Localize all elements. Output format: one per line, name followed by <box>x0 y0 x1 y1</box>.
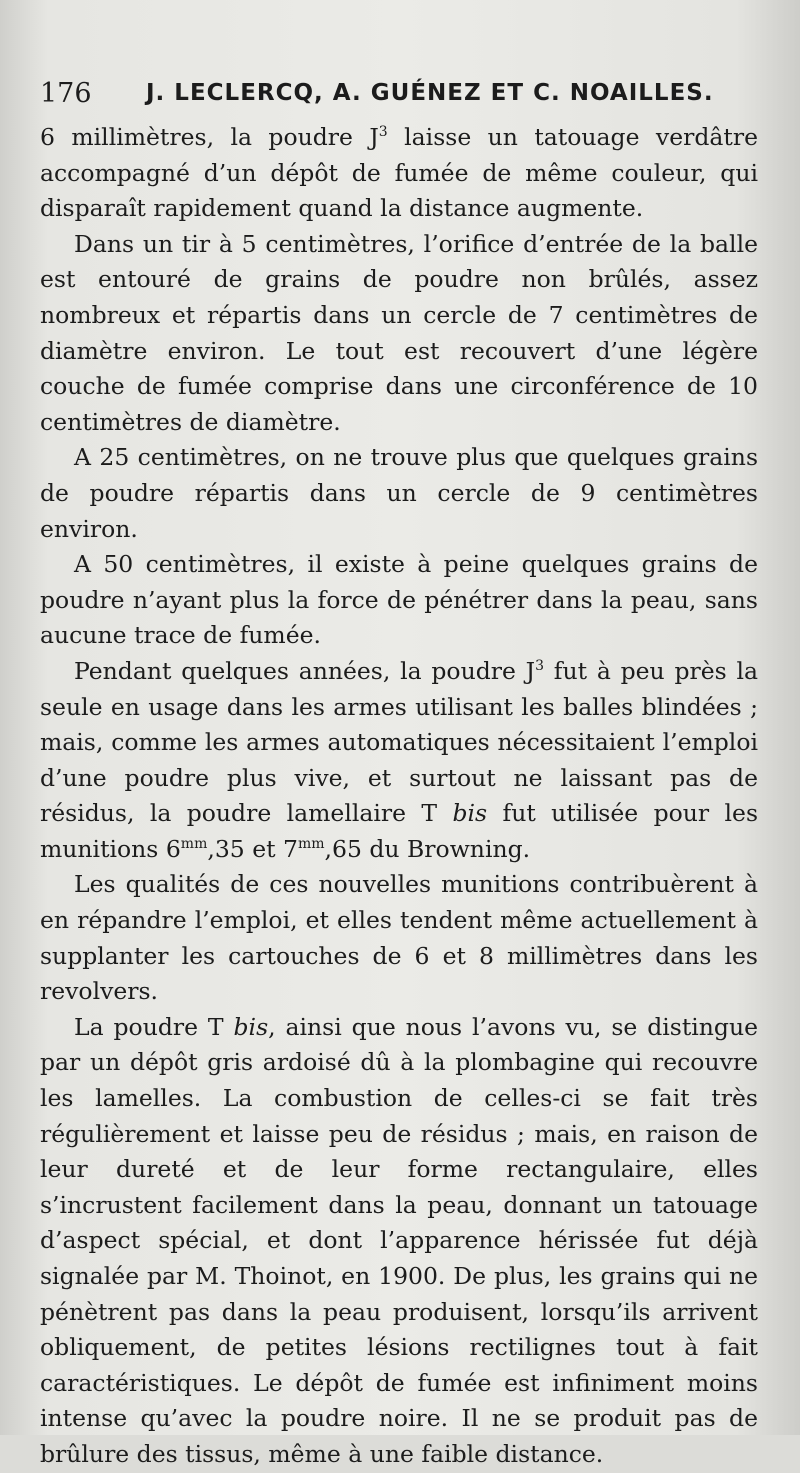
page-header <box>40 76 740 116</box>
paragraph-6: Les qualités de ces nouvelles munitions contribuèrent à en répandre l’emploi, et elles tendent même actuellement à supplanter les cartouches de 6 et 8 millimètres dans les revolvers. <box>40 870 758 1006</box>
paragraph-3: A 25 centimètres, on ne trouve plus que quelques grains de poudre répartis dans un cercle de 9 centimètres environ. <box>40 443 758 543</box>
page-number: 176 <box>40 78 92 109</box>
body-text <box>40 120 758 1473</box>
paragraph-5: Pendant quelques années, la poudre $J^3$ fut à peu près la seule en usage dans les armes utilisant les balles blindées ; mais, comme les armes automatiques nécessitaient l’emploi d’une poudre plus vive, et surtout ne laissant pas de résidus, la poudre lamellaire T bis fut utilisée pour les munitions $6^{mm},35$ et $7^{mm},65$ du Browning. <box>40 656 758 863</box>
paragraph-7: La poudre T bis, ainsi que nous l’avons vu, se distingue par un dépôt gris ardoisé dû à la plombagine qui recouvre les lamelles. La combustion de celles-ci se fait très régulièrement et laisse peu de résidus ; mais, en raison de leur dureté et de leur forme rectangulaire, elles s’incrustent facilement dans la peau, donnant un tatouage d’aspect spécial, et dont l’apparence hérissée fut déjà signalée par M. Thoinot, en 1900. De plus, les grains qui ne pénètrent pas dans la peau produisent, lorsqu’ils arrivent obliquement, de petites lésions rectilignes tout à fait caractéristiques. Le dépôt de fumée est infiniment moins intense qu’avec la poudre noire. Il ne se produit pas de brûlure des tissus, même à une faible distance. <box>40 1012 758 1468</box>
running-head: J. LECLERCQ, A. GUÉNEZ ET C. NOAILLES. <box>146 80 714 106</box>
paragraph-4: A 50 centimètres, il existe à peine quelques grains de poudre n’ayant plus la force de pénétrer dans la peau, sans aucune trace de fumée. <box>40 550 758 650</box>
paragraph-1: 6 millimètres, la poudre $J^3$ laisse un tatouage verdâtre accompagné d’un dépôt de fumée de même couleur, qui disparaît rapidement quand la distance augmente. <box>40 123 758 223</box>
paragraph-2: Dans un tir à 5 centimètres, l’orifice d’entrée de la balle est entouré de grains de poudre non brûlés, assez nombreux et répartis dans un cercle de 7 centimètres de diamètre environ. Le tout est recouvert d’une légère couche de fumée comprise dans une circonférence de 10 centimètres de diamètre. <box>40 229 758 436</box>
